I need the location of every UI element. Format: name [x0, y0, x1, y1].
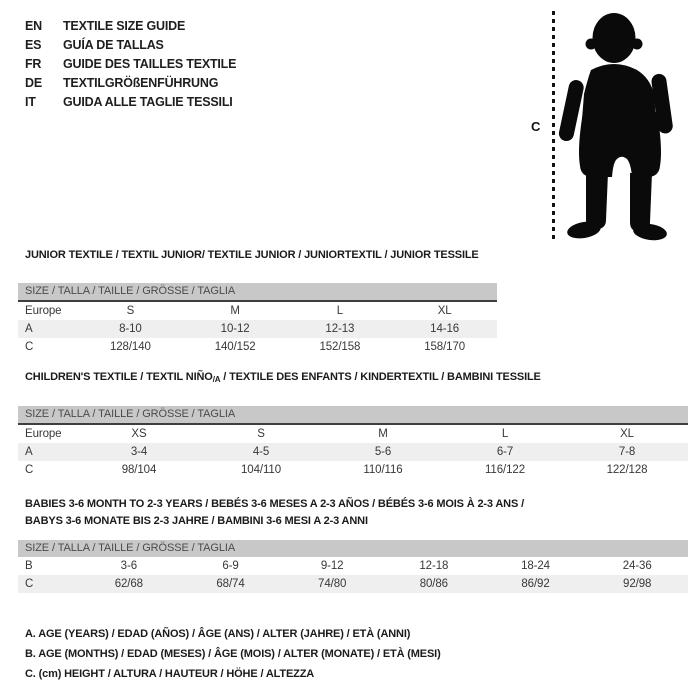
- language-list: [25, 17, 236, 112]
- table-title: [25, 496, 688, 530]
- row-value: 74/80: [318, 578, 347, 590]
- row-label: Europe: [25, 428, 62, 440]
- language-row: [25, 55, 236, 74]
- row-value: 98/104: [121, 464, 157, 476]
- row-value: 14-16: [430, 323, 460, 335]
- row-value: 9-12: [320, 560, 344, 572]
- table-title: [25, 247, 497, 264]
- row-value: 7-8: [618, 446, 636, 458]
- baby-silhouette-shape: [558, 13, 674, 242]
- row-label: C: [25, 464, 34, 476]
- row-value: L: [501, 428, 509, 440]
- row-value: 6-9: [222, 560, 239, 572]
- row-value: 6-7: [496, 446, 514, 458]
- row-value: 122/128: [606, 464, 648, 476]
- row-value: 158/170: [424, 341, 466, 353]
- row-label: A: [25, 323, 33, 335]
- row-value: 140/152: [214, 341, 256, 353]
- row-value: M: [230, 305, 240, 317]
- row-value: L: [336, 305, 344, 317]
- table-row: [18, 425, 688, 443]
- row-value: 12-18: [419, 560, 449, 572]
- language-row: [25, 74, 236, 93]
- row-value: 92/98: [623, 578, 652, 590]
- junior-textile-table: [18, 247, 497, 356]
- language-row: [25, 93, 236, 112]
- row-value: 12-13: [325, 323, 355, 335]
- title-text: CHILDREN'S TEXTILE / TEXTIL NIÑO: [25, 371, 213, 383]
- row-value: 18-24: [521, 560, 550, 572]
- language-label: GUÍA DE TALLAS: [63, 38, 164, 52]
- table-title-line: [25, 496, 688, 513]
- row-value: 4-5: [252, 446, 270, 458]
- title-text: BABYS 3-6 MONATE BIS 2-3 JAHRE / BAMBINI 3-6 MESI A 2-3 ANNI: [25, 515, 368, 527]
- row-value: 116/122: [484, 464, 526, 476]
- language-row: [25, 17, 236, 36]
- language-code: EN: [25, 19, 42, 33]
- babies-textile-table: [18, 496, 688, 593]
- row-value: S: [257, 428, 265, 440]
- row-value: 128/140: [109, 341, 151, 353]
- row-value: XL: [437, 305, 452, 317]
- row-value: 152/158: [319, 341, 361, 353]
- row-value: S: [126, 305, 135, 317]
- row-value: 3-4: [130, 446, 148, 458]
- table-row: [18, 575, 688, 593]
- baby-silhouette-image: [558, 8, 678, 244]
- table-title-line: [25, 247, 497, 264]
- language-code: FR: [25, 57, 42, 71]
- table-title-line: [25, 369, 688, 388]
- language-label: TEXTILE SIZE GUIDE: [63, 19, 186, 33]
- language-code: DE: [25, 76, 42, 90]
- row-label: C: [25, 578, 34, 590]
- row-value: 8-10: [119, 323, 142, 335]
- title-text: BABIES 3-6 MONTH TO 2-3 YEARS / BEBÉS 3-6 MESES A 2-3 AÑOS / BÉBÉS 3-6 MOIS À 2-3 ANS /: [25, 498, 524, 510]
- row-value: 24-36: [622, 560, 652, 572]
- row-value: 86/92: [521, 578, 550, 590]
- language-label: GUIDA ALLE TAGLIE TESSILI: [63, 95, 233, 109]
- title-text: JUNIOR TEXTILE / TEXTIL JUNIOR/ TEXTILE JUNIOR / JUNIORTEXTIL / JUNIOR TESSILE: [25, 249, 479, 261]
- size-header-bar: SIZE / TALLA / TAILLE / GRÖSSE / TAGLIA: [18, 406, 688, 425]
- table-title-line: [25, 513, 688, 530]
- language-code: IT: [25, 95, 36, 109]
- table-row: [18, 461, 688, 479]
- footnote-line: A. AGE (YEARS) / EDAD (AÑOS) / ÂGE (ANS) / ALTER (JAHRE) / ETÀ (ANNI): [25, 628, 411, 640]
- row-value: 80/86: [419, 578, 448, 590]
- table-row: [18, 320, 497, 338]
- measure-label-c: C: [531, 119, 541, 134]
- title-subscript: /A: [212, 375, 221, 384]
- row-value: 3-6: [120, 560, 137, 572]
- row-value: 104/110: [240, 464, 282, 476]
- childrens-textile-table: [18, 369, 688, 479]
- size-header-bar: SIZE / TALLA / TAILLE / GRÖSSE / TAGLIA: [18, 540, 688, 557]
- footnotes: [25, 624, 441, 684]
- footnote-line: C. (cm) HEIGHT / ALTURA / HAUTEUR / HÖHE / ALTEZZA: [25, 668, 315, 680]
- table-row: [18, 302, 497, 320]
- language-code: ES: [25, 38, 42, 52]
- table-row: [18, 443, 688, 461]
- table-row: [18, 338, 497, 356]
- row-value: 10-12: [220, 323, 250, 335]
- size-header-bar: SIZE / TALLA / TAILLE / GRÖSSE / TAGLIA: [18, 283, 497, 302]
- row-value: XL: [620, 428, 634, 440]
- row-label: A: [25, 446, 33, 458]
- table-row: [18, 557, 688, 575]
- row-label: C: [25, 341, 34, 353]
- language-row: [25, 36, 236, 55]
- table-title: [25, 369, 688, 388]
- row-value: M: [378, 428, 388, 440]
- row-value: 62/68: [114, 578, 143, 590]
- row-label: B: [25, 560, 33, 572]
- height-measure-dashed-line: [552, 11, 555, 242]
- language-label: GUIDE DES TAILLES TEXTILE: [63, 57, 237, 71]
- row-label: Europe: [25, 305, 62, 317]
- row-value: 5-6: [374, 446, 392, 458]
- row-value: XS: [131, 428, 147, 440]
- language-label: TEXTILGRÖßENFÜHRUNG: [63, 76, 219, 90]
- row-value: 110/116: [363, 464, 403, 476]
- footnote-line: B. AGE (MONTHS) / EDAD (MESES) / ÂGE (MOIS) / ALTER (MONATE) / ETÀ (MESI): [25, 648, 441, 660]
- row-value: 68/74: [216, 578, 245, 590]
- title-text: / TEXTILE DES ENFANTS / KINDERTEXTIL / BAMBINI TESSILE: [220, 371, 541, 383]
